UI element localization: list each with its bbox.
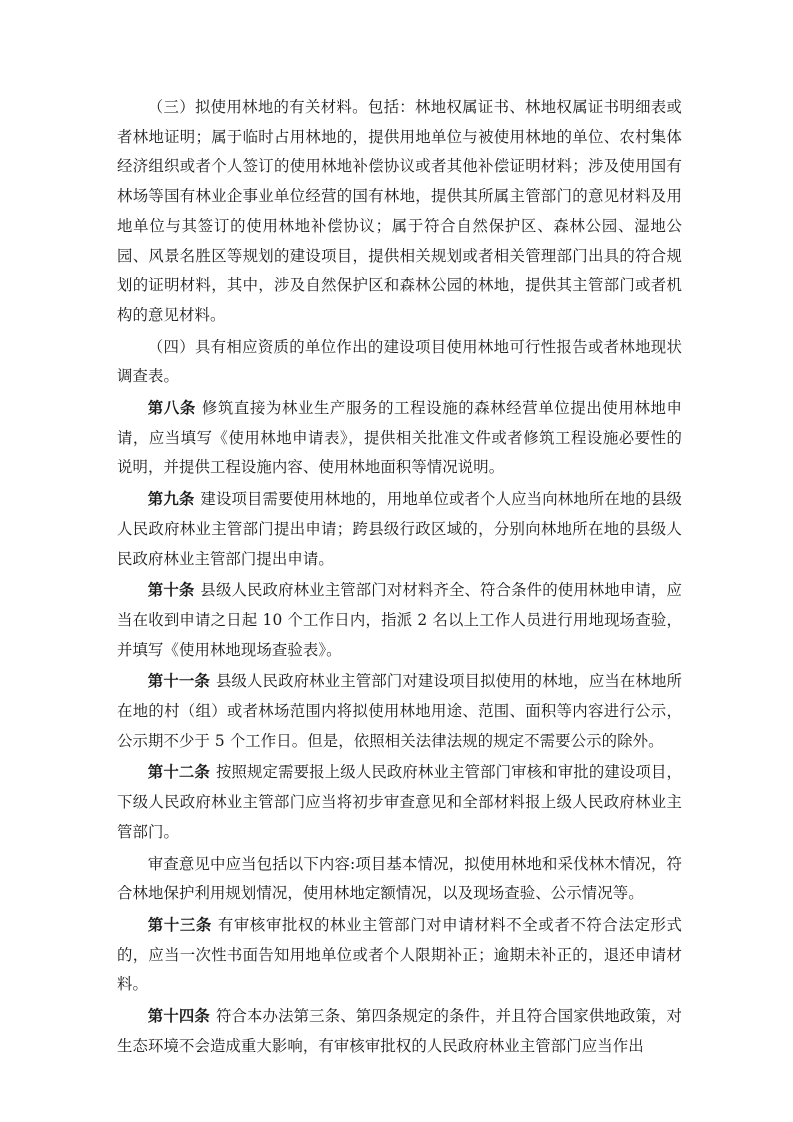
paragraph-review-contents xyxy=(117,850,682,909)
article-heading: 第十一条 xyxy=(147,672,210,691)
paragraph-item-4-report xyxy=(117,333,682,392)
paragraph-article-8 xyxy=(117,394,682,483)
paragraph-text: 有审核审批权的林业主管部门对申请材料不全或者不符合法定形式的，应当一次性书面告知用地单位或者个人限期补正；逾期未补正的，退还申请材料。 xyxy=(117,915,682,994)
paragraph-text: 符合本办法第三条、第四条规定的条件，并且符合国家供地政策，对生态环境不会造成重大影响，有审核审批权的人民政府林业主管部门应当作出 xyxy=(117,1007,682,1055)
paragraph-article-12 xyxy=(117,758,682,847)
article-heading: 第十二条 xyxy=(147,763,210,782)
paragraph-article-10 xyxy=(117,576,682,665)
article-heading: 第九条 xyxy=(147,490,195,509)
document-page xyxy=(117,93,682,1062)
paragraph-item-3-materials xyxy=(117,93,682,331)
paragraph-article-14 xyxy=(117,1002,682,1061)
article-heading: 第十三条 xyxy=(147,915,212,934)
paragraph-text: 县级人民政府林业主管部门对材料齐全、符合条件的使用林地申请，应当在收到申请之日起 10 个工作日内，指派 2 名以上工作人员进行用地现场查验，并填写《使用林地现场查验表》。 xyxy=(117,581,682,659)
article-heading: 第八条 xyxy=(147,399,196,418)
paragraph-text: 建设项目需要使用林地的，用地单位或者个人应当向林地所在地的县级人民政府林业主管部门提出申请；跨县级行政区域的，分别向林地所在地的县级人民政府林业主管部门提出申请。 xyxy=(117,490,682,568)
paragraph-article-9 xyxy=(117,485,682,574)
paragraph-text: （三）拟使用林地的有关材料。包括：林地权属证书、林地权属证书明细表或者林地证明；属于临时占用林地的，提供用地单位与被使用林地的单位、农村集体经济组织或者个人签订的使用林地补偿协议或者其他补偿证明材料；涉及使用国有林场等国有林业企事业单位经营的国有林地，提供其所属主管部门的意见材料及用地单位与其签订的使用林地补偿协议；属于符合自然保护区、森林公园、湿地公园、风景名胜区等规划的建设项目，提供相关规划或者相关管理部门出具的符合规划的证明材料，其中，涉及自然保护区和森林公园的林地，提供其主管部门或者机构的意见材料。 xyxy=(117,98,682,324)
paragraph-text: 县级人民政府林业主管部门对建设项目拟使用的林地，应当在林地所在地的村（组）或者林场范围内将拟使用林地用途、范围、面积等内容进行公示，公示期不少于 5 个工作日。但是，依照相关法律法规的规定不需要公示的除外。 xyxy=(117,672,682,750)
article-heading: 第十四条 xyxy=(147,1007,210,1026)
paragraph-text: 审查意见中应当包括以下内容:项目基本情况，拟使用林地和采伐林木情况，符合林地保护利用规划情况，使用林地定额情况，以及现场查验、公示情况等。 xyxy=(117,854,682,903)
article-heading: 第十条 xyxy=(147,581,195,600)
paragraph-article-13 xyxy=(117,911,682,1000)
paragraph-text: 修筑直接为林业生产服务的工程设施的森林经营单位提出使用林地申请，应当填写《使用林地申请表》，提供相关批准文件或者修筑工程设施必要性的说明，并提供工程设施内容、使用林地面积等情况说明。 xyxy=(117,399,682,477)
paragraph-text: （四）具有相应资质的单位作出的建设项目使用林地可行性报告或者林地现状调查表。 xyxy=(117,337,682,386)
paragraph-text: 按照规定需要报上级人民政府林业主管部门审核和审批的建设项目，下级人民政府林业主管部门应当将初步审查意见和全部材料报上级人民政府林业主管部门。 xyxy=(117,763,682,841)
paragraph-article-11 xyxy=(117,667,682,756)
